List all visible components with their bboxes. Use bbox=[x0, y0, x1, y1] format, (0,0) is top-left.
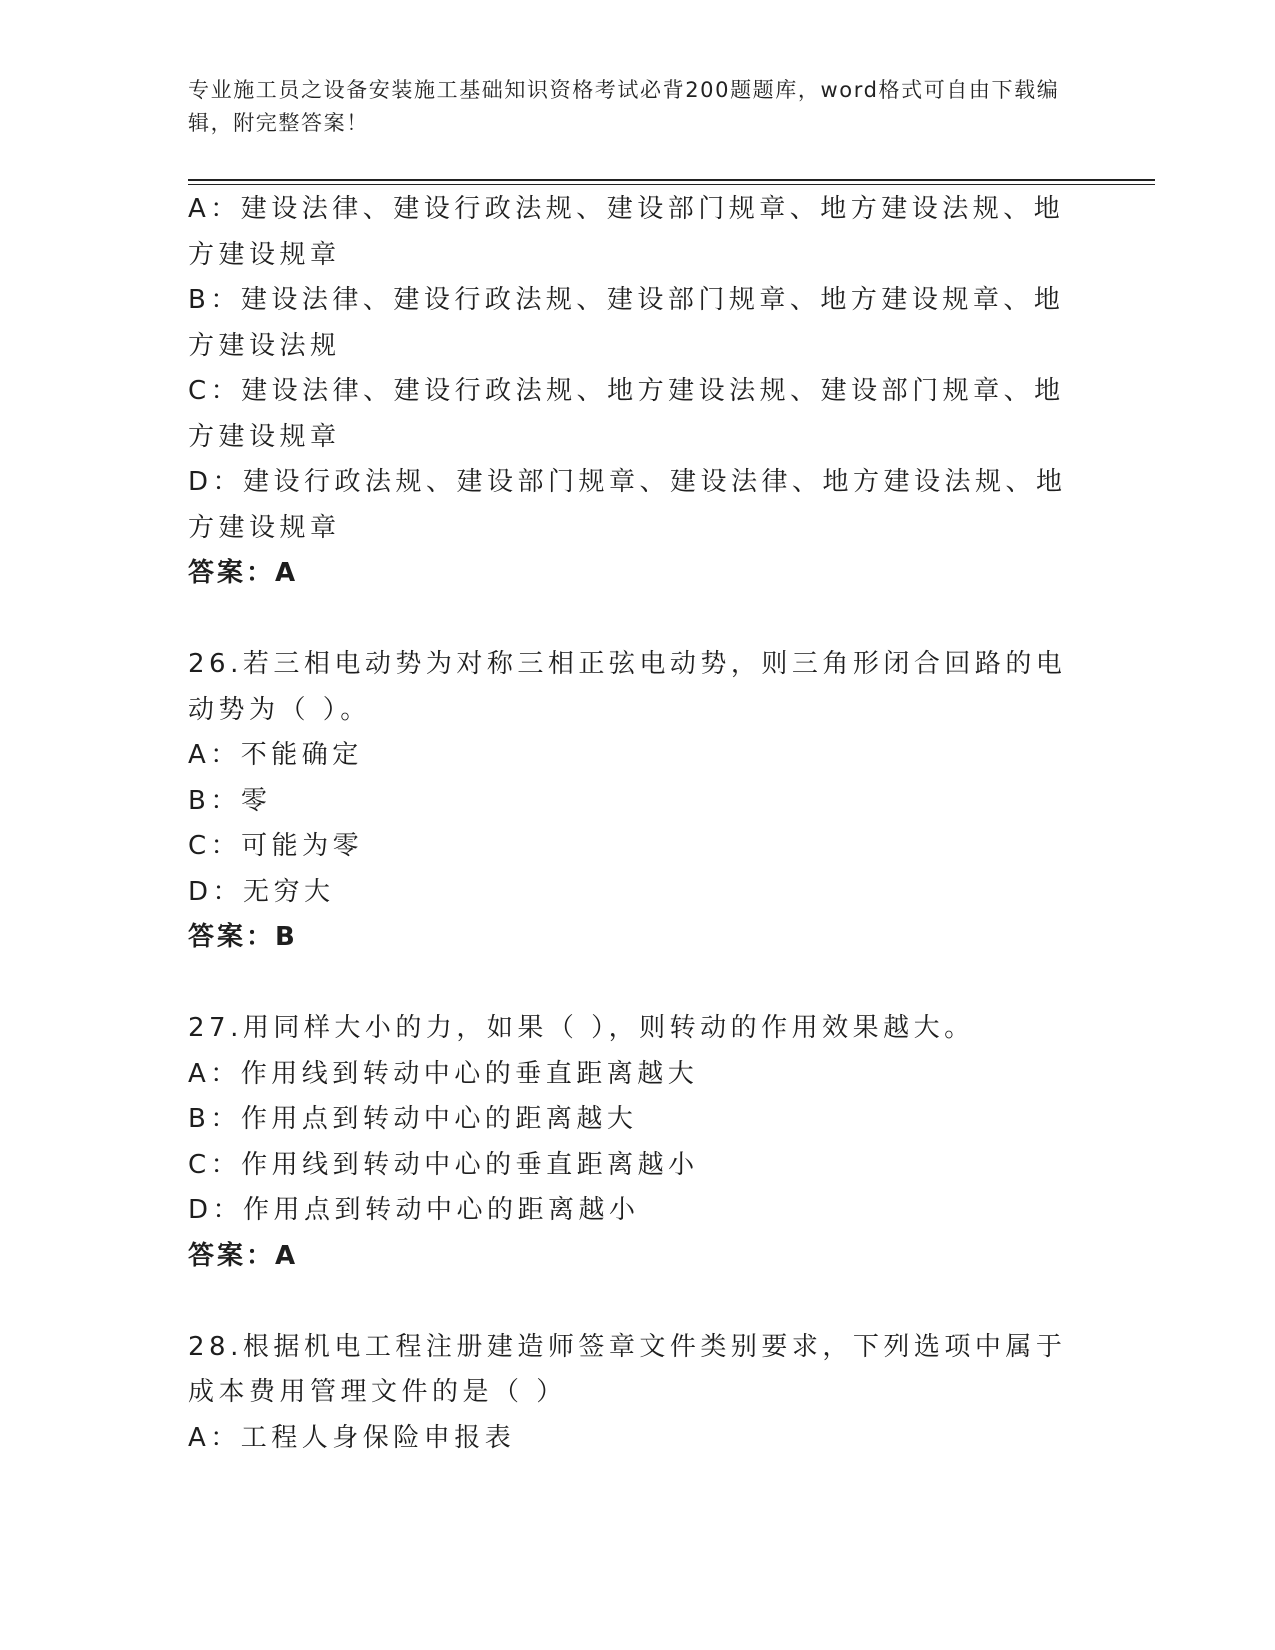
option-a: A：不能确定 bbox=[188, 740, 363, 770]
option-d: D：作用点到转动中心的距离越小 bbox=[188, 1195, 640, 1225]
spacer bbox=[188, 961, 1078, 1007]
option-d: D：无穷大 bbox=[188, 876, 335, 907]
question-26 bbox=[188, 642, 1078, 961]
option-a: A：作用线到转动中心的垂直距离越大 bbox=[188, 1058, 699, 1089]
header-rule-thin bbox=[188, 184, 1155, 185]
answer: 答案：B bbox=[188, 922, 298, 952]
option-a: A：工程人身保险申报表 bbox=[188, 1422, 516, 1453]
option-b: B：建设法律、建设行政法规、建设部门规章、地方建设规章、地方建设法规 bbox=[188, 285, 1065, 361]
option-d: D：建设行政法规、建设部门规章、建设法律、地方建设法规、地方建设规章 bbox=[188, 467, 1067, 543]
question-text: 26.若三相电动势为对称三相正弦电动势，则三角形闭合回路的电动势为（ ）。 bbox=[188, 649, 1067, 725]
question-text: 27.用同样大小的力，如果（ ），则转动的作用效果越大。 bbox=[188, 1013, 975, 1043]
question-list bbox=[188, 187, 1078, 1461]
option-c: C：作用线到转动中心的垂直距离越小 bbox=[188, 1149, 699, 1180]
document-header: 专业施工员之设备安装施工基础知识资格考试必背200题题库，word格式可自由下载编辑，附完整答案！ bbox=[188, 78, 1060, 135]
option-b: B：零 bbox=[188, 785, 272, 816]
spacer bbox=[188, 597, 1078, 643]
option-c: C：建设法律、建设行政法规、地方建设法规、建设部门规章、地方建设规章 bbox=[188, 376, 1065, 452]
spacer bbox=[188, 1279, 1078, 1325]
question-25 bbox=[188, 187, 1078, 597]
option-c: C：可能为零 bbox=[188, 831, 364, 861]
option-b: B：作用点到转动中心的距离越大 bbox=[188, 1104, 638, 1134]
question-28 bbox=[188, 1325, 1078, 1462]
answer: 答案：A bbox=[188, 1240, 299, 1271]
question-27 bbox=[188, 1006, 1078, 1279]
question-text: 28.根据机电工程注册建造师签章文件类别要求，下列选项中属于成本费用管理文件的是（ ） bbox=[188, 1331, 1067, 1407]
header-rule-thick bbox=[188, 179, 1155, 181]
option-a: A：建设法律、建设行政法规、建设部门规章、地方建设法规、地方建设规章 bbox=[188, 194, 1065, 270]
answer: 答案：A bbox=[188, 558, 299, 588]
